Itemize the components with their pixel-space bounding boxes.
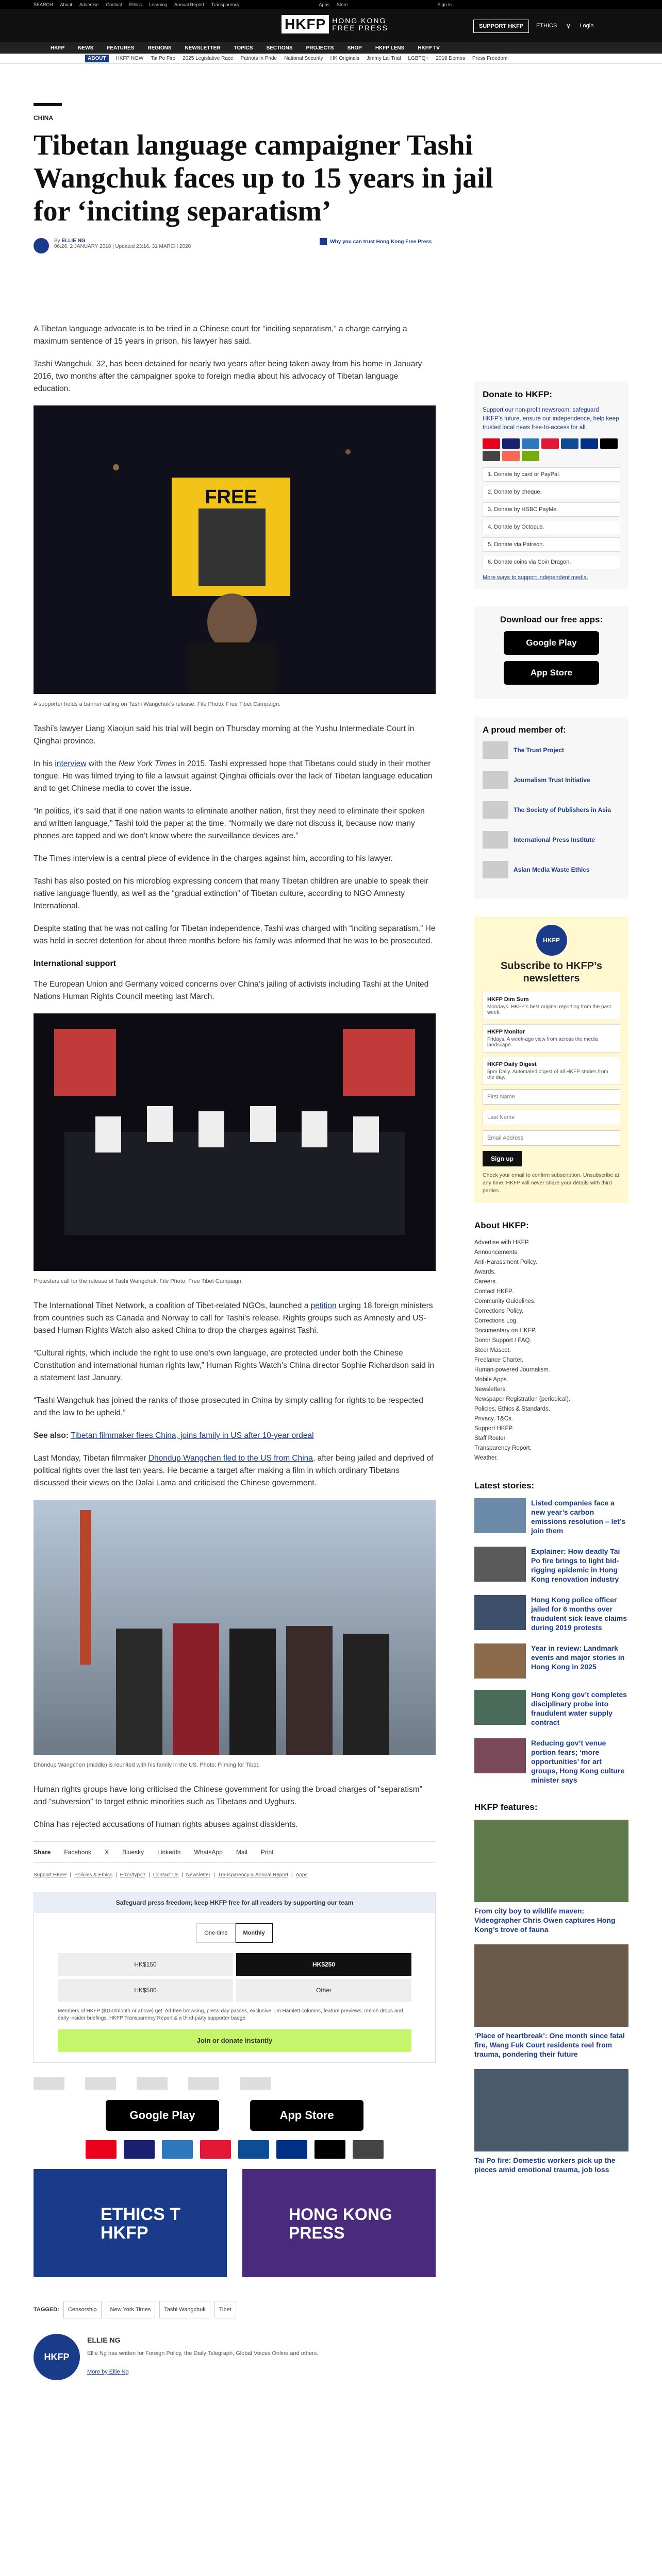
about-link[interactable]: Newspaper Registration (periodical). <box>474 1396 570 1402</box>
share-print[interactable]: Print <box>260 1849 274 1856</box>
press-banner[interactable]: HONG KONG PRESS <box>242 2169 436 2277</box>
feature-image[interactable] <box>474 1820 628 1902</box>
newsletter-option[interactable]: HKFP Dim Sum Mondays. HKFP’s best original reporting from the past week. <box>483 992 620 1020</box>
footer-link[interactable]: Contact Us <box>153 1872 179 1878</box>
member-org[interactable]: Journalism Trust Initiative <box>483 771 620 789</box>
sidebar <box>474 381 628 2184</box>
trending-item[interactable]: National Security <box>284 56 323 61</box>
payment-logos <box>483 438 620 461</box>
trending-label: ABOUT <box>85 55 109 62</box>
trending-item[interactable]: 2019 Demos <box>436 56 465 61</box>
membership-title: A proud member of: <box>483 725 566 735</box>
about-section <box>474 1221 628 1463</box>
byline-meta: By ELLIE NG 06:26, 2 JANUARY 2018 | Updated 23:16, 31 MARCH 2020 <box>54 238 191 249</box>
newsletter-box <box>474 917 628 1203</box>
nav-hkfp-tv[interactable]: HKFP TV <box>418 45 440 51</box>
amount-option-other[interactable]: Other <box>236 1979 411 2002</box>
footer-link[interactable]: Newsletter <box>186 1872 211 1878</box>
donate-amounts <box>58 1953 411 2002</box>
store-link[interactable]: Store <box>336 2 348 7</box>
about-link[interactable]: Community Guidelines. <box>474 1298 536 1304</box>
story-thumbnail <box>474 1498 526 1533</box>
login-link[interactable]: Login <box>580 23 594 29</box>
footer-link[interactable]: Policies & Ethics <box>74 1872 113 1878</box>
publish-date: 06:26, 2 JANUARY 2018 <box>54 244 111 249</box>
features-title: HKFP features: <box>474 1802 538 1812</box>
feature-title[interactable]: Tai Po fire: Domestic workers pick up the pieces amid emotional trauma, job loss <box>474 2156 616 2174</box>
google-play-button[interactable]: Google Play <box>106 2100 219 2131</box>
article-image-protest <box>34 1013 436 1271</box>
paypal-icon <box>276 2140 307 2159</box>
feature-image[interactable] <box>474 1944 628 2027</box>
last-name-field[interactable] <box>483 1110 620 1125</box>
tag[interactable]: New York Times <box>106 2301 156 2318</box>
author-bio: Ellie Ng has written for Foreign Policy, the Daily Telegraph, Global Voices Online and others. <box>87 2350 319 2357</box>
photo-scene <box>34 1500 436 1755</box>
donate-benefits: Members of HKFP ($150/month or above) get: Ad-free browsing, press-day passes, exclusive Tim Hamlett columns, feature previews, merch drops and early insider briefings. HKFP Transparency Report & a third-party supporter badge. <box>58 2008 403 2021</box>
donate-option[interactable]: 5. Donate via Patreon. <box>483 537 620 552</box>
more-ways-link[interactable]: More ways to support independent media. <box>483 574 588 581</box>
story-thumbnail <box>474 1643 526 1679</box>
share-bar <box>34 1841 436 1863</box>
amount-option[interactable]: HK$500 <box>58 1979 233 2002</box>
image-caption: Protesters call for the release of Tashi Wangchuk. File Photo: Free Tibet Campaign. <box>34 1278 243 1284</box>
paragraph: The International Tibet Network, a coalition of Tibet-related NGOs, launched a petition urging 18 foreign ministers from countries such as Canada and Norway to call for Tashi’s release. Rights groups such as Amnesty and US-based Human Rights Watch also asked China to drop the charges against Tashi. <box>34 1301 433 1335</box>
trending-item[interactable]: Press Freedom <box>472 56 508 61</box>
amount-option[interactable]: HK$150 <box>58 1953 233 1976</box>
partner-logo[interactable] <box>137 2077 168 2090</box>
share-mail[interactable]: Mail <box>236 1849 247 1856</box>
main-nav <box>0 42 662 54</box>
utility-bar <box>0 0 662 9</box>
google-pay-icon <box>483 451 500 461</box>
nav-projects[interactable]: PROJECTS <box>306 45 334 51</box>
member-org[interactable]: The Trust Project <box>483 741 620 759</box>
share-whatsapp[interactable]: WhatsApp <box>194 1849 223 1856</box>
wangchen-link[interactable]: Dhondup Wangchen fled to the US from China <box>148 1454 313 1463</box>
nav-sections[interactable]: SECTIONS <box>266 45 293 51</box>
trending-item[interactable]: 2025 Legislative Race <box>183 56 234 61</box>
google-play-button[interactable]: Google Play <box>504 631 599 655</box>
share-bluesky[interactable]: Bluesky <box>122 1849 144 1856</box>
about-link[interactable]: Steer Mascot. <box>474 1347 511 1353</box>
story-item[interactable]: Reducing gov’t venue portion fears; ‘more opportunities’ for art groups, Hong Kong culture minister says <box>474 1738 628 1785</box>
paragraph: Human rights groups have long criticised the Chinese government for using the broad charges of “separatism” and “subversion” to target ethnic minorities such as Tibetans and Uyghurs. <box>34 1785 422 1806</box>
share-linkedin[interactable]: LinkedIn <box>157 1849 181 1856</box>
donate-option[interactable]: 2. Donate by cheque. <box>483 485 620 499</box>
transparency-link[interactable]: Transparency <box>211 2 240 7</box>
donate-option[interactable]: 6. Donate coins via Coin Dragon. <box>483 555 620 569</box>
about-link[interactable]: Announcements. <box>474 1249 519 1256</box>
share-x[interactable]: X <box>105 1849 109 1856</box>
author-more-link[interactable]: More by Ellie Ng <box>87 2369 129 2375</box>
apps-box <box>474 606 628 699</box>
interview-link[interactable]: interview <box>55 759 87 768</box>
tag[interactable]: Tashi Wangchuk <box>159 2301 210 2318</box>
author-box <box>34 2334 436 2386</box>
tags-label: TAGGED: <box>34 2307 59 2313</box>
photo-scene <box>34 405 436 694</box>
sign-up-button[interactable]: Sign up <box>483 1151 522 1166</box>
nav-hkfp-lens[interactable]: HKFP LENS <box>375 45 405 51</box>
amwe-logo <box>483 861 508 878</box>
about-link[interactable]: Corrections Policy. <box>474 1308 524 1314</box>
unionpay-icon <box>200 2140 231 2159</box>
first-name-field[interactable] <box>483 1089 620 1105</box>
nav-regions[interactable]: REGIONS <box>147 45 172 51</box>
see-also: See also: Tibetan filmmaker flees China, joins family in US after 10-year ordeal <box>34 1431 314 1440</box>
donate-header: Safeguard press freedom; keep HKFP free for all readers by supporting our team <box>34 1892 435 1913</box>
about-list <box>474 1238 628 1463</box>
app-store-button[interactable]: App Store <box>250 2100 363 2131</box>
member-org[interactable]: The Society of Publishers in Asia <box>483 801 620 819</box>
ethics-link[interactable]: Ethics <box>129 2 142 7</box>
apple-pay-icon <box>600 438 618 449</box>
donate-option[interactable]: 4. Donate by Octopus. <box>483 520 620 534</box>
story-item[interactable]: Hong Kong police officer jailed for 6 months over fraudulent sick leave claims during 2019 protests <box>474 1595 628 1632</box>
ethics-nav-link[interactable]: ETHICS <box>536 23 557 29</box>
paragraph: The Times interview is a central piece of evidence in the charges against him, according to his lawyer. <box>34 854 393 863</box>
updated-date: Updated 23:16, 31 MARCH 2020 <box>115 244 191 249</box>
features-section <box>474 1802 628 2174</box>
footer-link[interactable]: Apps <box>295 1872 308 1878</box>
ethics-banner[interactable]: ETHICS T HKFP <box>34 2169 227 2277</box>
site-logo[interactable] <box>282 15 388 33</box>
story-thumbnail <box>474 1595 526 1630</box>
paragraph: A Tibetan language advocate is to be tried in a Chinese court for “inciting separatism,” a charge carrying a maximum sentence of 15 years in prison, his lawyer has said. <box>34 325 407 346</box>
trending-item[interactable]: Patriots in Pride <box>240 56 277 61</box>
newsletter-option[interactable]: HKFP Daily Digest 5pm Daily. Automated digest of all HKFP stories from the day. <box>483 1057 620 1085</box>
member-org[interactable]: International Press Institute <box>483 831 620 849</box>
membership-box <box>474 717 628 899</box>
about-link[interactable]: Staff Roster. <box>474 1435 507 1442</box>
photo-scene <box>34 1013 436 1271</box>
about-link[interactable]: About <box>60 2 73 7</box>
about-link[interactable]: Transparency Report. <box>474 1445 532 1451</box>
payment-logos <box>34 2140 436 2159</box>
about-link[interactable]: Human-powered Journalism. <box>474 1367 551 1373</box>
page-title: Tibetan language campaigner Tashi Wangchuk faces up to 15 years in jail for ‘inciting separatism’ <box>34 129 493 227</box>
story-item[interactable]: Listed companies face a new year’s carbon emissions resolution – let’s join them <box>474 1498 628 1535</box>
about-title: About HKFP: <box>474 1221 529 1230</box>
author-name[interactable]: ELLIE NG <box>87 2336 121 2344</box>
join-donate-button[interactable]: Join or donate instantly <box>58 2029 411 2052</box>
paragraph: Tashi’s lawyer Liang Xiaojun said his trial will begin on Thursday morning at the Yushu Intermediate Court in Qinghai province. <box>34 724 415 745</box>
paragraph: Tashi has also posted on his microblog expressing concern that many Tibetan children are unable to speak their native language fluently, as well as the “gradual extinction” of Tibetan culture, according to NGO Amnesty International. <box>34 877 428 910</box>
logo-mark: HKFP <box>282 15 329 33</box>
unionpay-icon <box>541 438 559 449</box>
sign-in-link[interactable]: Sign in <box>437 2 452 7</box>
trending-bar <box>0 54 662 64</box>
story-thumbnail <box>474 1690 526 1725</box>
mastercard-icon <box>483 438 500 449</box>
image-caption: A supporter holds a banner calling on Tashi Wangchuk’s release. File Photo: Free Tibet Campaign. <box>34 701 281 707</box>
apps-link[interactable]: Apps <box>319 2 329 7</box>
tag[interactable]: Censorship <box>63 2301 102 2318</box>
amex-icon <box>522 438 539 449</box>
story-item[interactable]: Hong Kong gov’t completes disciplinary probe into fraudulent water supply contract <box>474 1690 628 1727</box>
trending-item[interactable]: HK Originals <box>330 56 359 61</box>
promo-banners <box>34 2169 436 2277</box>
about-link[interactable]: Contact HKFP. <box>474 1289 514 1295</box>
support-hkfp-button[interactable]: SUPPORT HKFP <box>473 20 529 33</box>
donate-options <box>483 467 620 569</box>
article-body <box>34 323 436 2386</box>
page-container <box>34 103 628 2375</box>
paragraph: The European Union and Germany voiced concerns over China’s jailing of activists including Tashi at the United Nations Human Rights Council meeting last March. <box>34 980 429 1001</box>
footer-link[interactable]: Transparency & Annual Report <box>218 1872 289 1878</box>
article-footer-links: Support HKFP | Policies & Ethics | Error/typo? | Contact Us | Newsletter | Transparency & Annual Report | Apps <box>34 1869 436 1882</box>
paypal-icon <box>581 438 598 449</box>
partner-logo[interactable] <box>188 2077 219 2090</box>
donate-frequency <box>58 1923 411 1943</box>
visa-icon <box>502 438 520 449</box>
latest-title: Latest stories: <box>474 1481 535 1490</box>
donate-option[interactable]: 1. Donate by card or PayPal. <box>483 467 620 482</box>
trending-item[interactable]: Tai Po Fire <box>151 56 176 61</box>
partner-logo[interactable] <box>240 2077 271 2090</box>
amount-option-selected[interactable]: HK$250 <box>236 1953 411 1976</box>
newsletter-note: Check your email to confirm subscription. Unsubscribe at any time. HKFP will never share your details with third parties. <box>483 1172 619 1194</box>
app-store-button[interactable]: App Store <box>504 661 599 685</box>
apps-title: Download our free apps: <box>500 615 603 624</box>
about-link[interactable]: Donor Support / FAQ. <box>474 1337 532 1344</box>
footer-link[interactable]: Support HKFP <box>34 1872 67 1878</box>
partner-logos <box>34 2077 436 2090</box>
donate-widget <box>34 1892 436 2063</box>
article-image-protester <box>34 405 436 694</box>
partner-logo[interactable] <box>85 2077 116 2090</box>
amex-icon <box>162 2140 193 2159</box>
nav-newsletter[interactable]: NEWSLETTER <box>185 45 221 51</box>
latest-stories <box>474 1481 628 1785</box>
monthly-toggle[interactable]: Monthly <box>236 1923 273 1943</box>
donate-option[interactable]: 3. Donate by HSBC PayMe. <box>483 502 620 517</box>
byline <box>34 238 628 264</box>
paragraph: In his interview with the New York Times in 2015, Tashi expressed hope that Tibetans could study in their mother tongue. He was filmed trying to file a lawsuit against Qinghai officials over the lack of Tibetan language education and to get Chinese media to cover the issue. <box>34 759 433 793</box>
feature-title[interactable]: From city boy to wildlife maven: Videographer Chris Owen captures Hong Kong’s trove of fauna <box>474 1907 616 1934</box>
donate-title: Donate to HKFP: <box>483 389 553 399</box>
trust-badge[interactable]: Why you can trust Hong Kong Free Press <box>320 238 432 245</box>
google-pay-icon <box>353 2140 384 2159</box>
trust-icon <box>320 238 327 245</box>
about-link[interactable]: Freelance Charter. <box>474 1357 524 1363</box>
author-avatar[interactable] <box>34 238 49 253</box>
image-caption: Dhondup Wangchen (middle) is reunited with his family in the US. Photo: Filming for Tibet. <box>34 1762 260 1768</box>
annual-report-link[interactable]: Annual Report <box>174 2 204 7</box>
see-also-link[interactable]: Tibetan filmmaker flees China, joins family in US after 10-year ordeal <box>71 1431 314 1440</box>
one-time-toggle[interactable]: One-time <box>196 1923 235 1943</box>
sopa-logo <box>483 801 508 819</box>
section-heading: International support <box>34 959 116 968</box>
jti-logo <box>483 771 508 789</box>
search-link[interactable]: SEARCH <box>34 2 53 7</box>
about-link[interactable]: Documentary on HKFP. <box>474 1328 536 1334</box>
feature-title[interactable]: ‘Place of heartbreak’: One month since fatal fire, Wang Fuk Court residents reel from trauma, pondering their future <box>474 2031 625 2058</box>
about-link[interactable]: Advertise with HKFP. <box>474 1240 530 1246</box>
ipi-logo <box>483 831 508 849</box>
feature-image[interactable] <box>474 2069 628 2151</box>
paragraph: “Cultural rights, which include the right to use one’s own language, are protected under both the Chinese Constitution and international human rights law,” Human Rights Watch’s China director Sophie Richardson said in a statement last January. <box>34 1349 435 1382</box>
paragraph: Tashi Wangchuk, 32, has been detained for nearly two years after being taken away from his home in January 2016, two months after the campaigner spoke to foreign media about his advocacy of Tibetan language education. <box>34 360 422 393</box>
story-thumbnail <box>474 1547 526 1582</box>
donate-text[interactable]: Support our non-profit newsroom: safeguard HKFP’s future, ensure our independence, help keep trusted local news free-to-access for all. <box>483 407 619 431</box>
brand-bar <box>0 9 662 42</box>
nav-news[interactable]: NEWS <box>78 45 94 51</box>
nav-topics[interactable]: TOPICS <box>234 45 253 51</box>
banner-text: FREE <box>205 486 257 508</box>
member-org[interactable]: Asian Media Waste Ethics <box>483 861 620 878</box>
article-image-family <box>34 1500 436 1755</box>
nav-shop[interactable]: SHOP <box>347 45 362 51</box>
visa-icon <box>124 2140 155 2159</box>
trending-item[interactable]: HKFP NOW <box>115 56 144 61</box>
patreon-icon <box>502 451 520 461</box>
footer-link[interactable]: Error/typo? <box>120 1872 146 1878</box>
about-link[interactable]: Mobile Apps. <box>474 1377 508 1383</box>
story-item[interactable]: Explainer: How deadly Tai Po fire brings to light bid-rigging epidemic in Hong Kong renovation industry <box>474 1547 628 1584</box>
about-link[interactable]: Newsletters. <box>474 1386 507 1393</box>
hkfp-badge: HKFP <box>536 925 567 956</box>
about-link[interactable]: Careers. <box>474 1279 498 1285</box>
author-avatar-large[interactable]: HKFP <box>34 2334 80 2380</box>
paragraph: Despite stating that he was not calling for Tibetan independence, Tashi was charged with “inciting separatism.” He was held in secret detention for about three months before his family was informed that he was to be prosecuted. <box>34 924 436 945</box>
paragraph: “In politics, it’s said that if one nation wants to eliminate another nation, first they need to eliminate their spoken and written language,” Tashi told the paper at the time. “Normally we dare not discuss it, because now many phones are tapped and we don’t know where the surveillance devices are.” <box>34 807 425 840</box>
petition-link[interactable]: petition <box>310 1301 337 1310</box>
about-link[interactable]: Policies, Ethics & Standards. <box>474 1406 551 1412</box>
about-link[interactable]: Weather. <box>474 1455 498 1461</box>
advertise-link[interactable]: Advertise <box>79 2 99 7</box>
story-item[interactable]: Year in review: Landmark events and major stories in Hong Kong in 2025 <box>474 1643 628 1679</box>
app-store-row <box>34 2100 436 2131</box>
nav-features[interactable]: FEATURES <box>107 45 135 51</box>
share-label: Share <box>34 1849 51 1856</box>
logo-text: HONG KONG FREE PRESS <box>332 16 388 32</box>
author-link[interactable]: ELLIE NG <box>61 238 86 244</box>
newsletter-option[interactable]: HKFP Monitor Fridays. A week-ago view from across the media landscape. <box>483 1024 620 1053</box>
category-label[interactable]: CHINA <box>34 114 53 122</box>
about-link[interactable]: Privacy, T&Cs. <box>474 1416 513 1422</box>
contact-link[interactable]: Contact <box>106 2 122 7</box>
paragraph: “Tashi Wangchuk has joined the ranks of those prosecuted in China by simply calling for rights to be respected and the law to be upheld.” <box>34 1396 423 1417</box>
about-link[interactable]: Anti-Harassment Policy. <box>474 1259 537 1265</box>
nav-hkfp[interactable]: HKFP <box>51 45 65 51</box>
payme-icon <box>522 451 539 461</box>
tag[interactable]: Tibet <box>214 2301 236 2318</box>
trending-item[interactable]: LGBTQ+ <box>408 56 429 61</box>
learning-link[interactable]: Learning <box>149 2 168 7</box>
jcb-icon <box>238 2140 269 2159</box>
mastercard-icon <box>86 2140 117 2159</box>
brand-actions <box>536 23 593 29</box>
trending-item[interactable]: Jimmy Lai Trial <box>366 56 401 61</box>
about-link[interactable]: Awards. <box>474 1269 496 1275</box>
story-thumbnail <box>474 1738 526 1773</box>
email-field[interactable] <box>483 1130 620 1146</box>
tags-row <box>34 2301 436 2318</box>
donate-box <box>474 381 628 589</box>
newsletter-title: Subscribe to HKFP’s newsletters <box>500 960 603 984</box>
share-facebook[interactable]: Facebook <box>64 1849 92 1856</box>
apple-pay-icon <box>315 2140 345 2159</box>
title-rule <box>34 103 62 106</box>
search-icon[interactable]: ⚲ <box>566 23 571 29</box>
paragraph: Last Monday, Tibetan filmmaker Dhondup Wangchen fled to the US from China, after being jailed and deprived of political rights over the last ten years. He became a target after making a film in which ordinary Tibetans discussed their views on the Dalai Lama and criticised the Chinese government. <box>34 1454 434 1487</box>
partner-logo[interactable] <box>34 2077 64 2090</box>
paragraph: China has rejected accusations of human rights abuses against dissidents. <box>34 1820 298 1829</box>
about-link[interactable]: Support HKFP. <box>474 1426 514 1432</box>
trust-project-logo <box>483 741 508 759</box>
about-link[interactable]: Corrections Log. <box>474 1318 518 1324</box>
jcb-icon <box>561 438 578 449</box>
